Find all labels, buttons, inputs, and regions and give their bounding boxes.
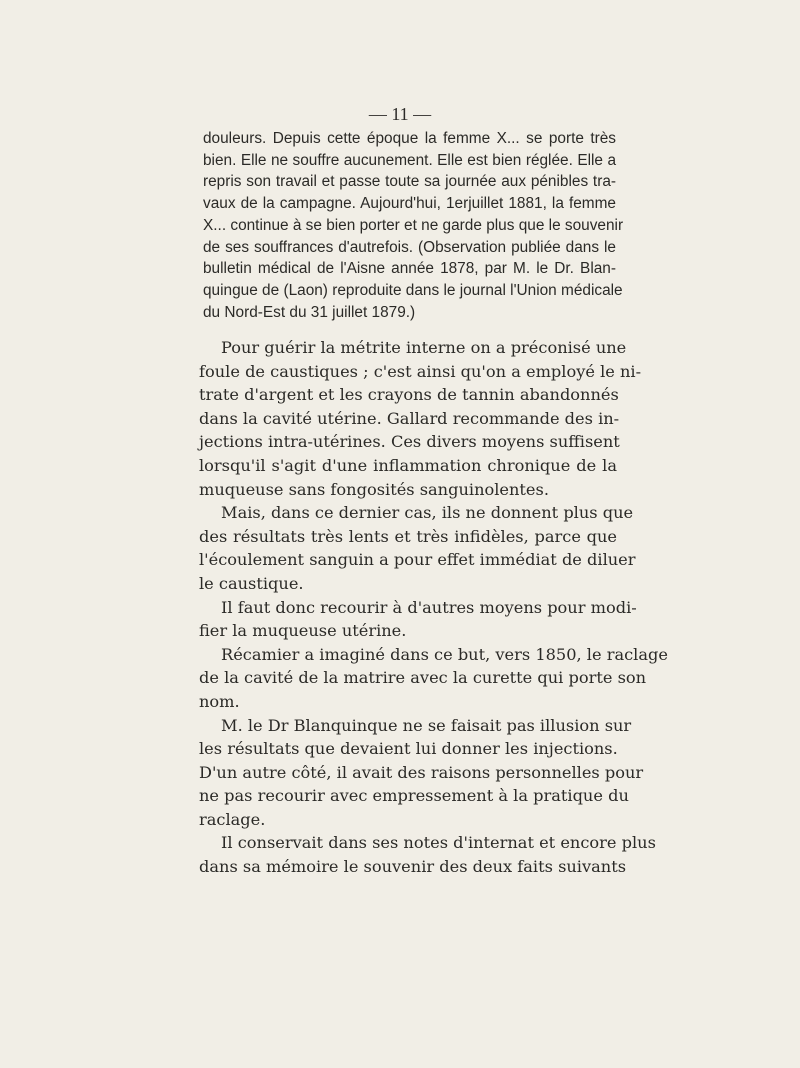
text-line: du Nord-Est du 31 juillet 1879.) (203, 303, 416, 321)
paragraph (199, 714, 644, 832)
text-line: ne pas recourir avec empressement à la pratique du (199, 786, 629, 806)
text-line: quingue de (Laon) reproduite dans le journal l'Union médicale (203, 281, 623, 299)
text-line: dans la cavité utérine. Gallard recommande des in- (199, 408, 620, 428)
text-line: Il faut donc recourir à d'autres moyens pour modi- (221, 597, 637, 617)
text-line: Mais, dans ce dernier cas, ils ne donnent plus que (221, 503, 634, 523)
text-line: M. le Dr Blanquinque ne se faisait pas illusion sur (221, 715, 632, 735)
text-line: des résultats très lents et très infidèles, parce que (199, 526, 617, 546)
text-line: l'écoulement sanguin a pour effet immédiat de diluer (199, 550, 636, 570)
paragraph (199, 336, 642, 501)
text-line: douleurs. Depuis cette époque la femme X... se porte très (203, 130, 616, 147)
text-line: vaux de la campagne. Aujourd'hui, 1erjuillet 1881, la femme (203, 195, 616, 213)
text-line: nom. (199, 691, 240, 711)
text-line: lorsqu'il s'agit d'une inflammation chronique de la (199, 455, 617, 475)
text-line: X... continue à se bien porter et ne garde plus que le souvenir (203, 216, 624, 234)
text-line: de la cavité de la matrire avec la curette qui porte son (199, 668, 647, 688)
text-line: Récamier a imaginé dans ce but, vers 1850, le raclage (221, 644, 668, 664)
text-line: dans sa mémoire le souvenir des deux faits suivants (199, 857, 627, 877)
text-line: D'un autre côté, il avait des raisons personnelles pour (199, 762, 644, 782)
text-line: bulletin médical de l'Aisne année 1878, par M. le Dr. Blan- (203, 260, 616, 278)
text-line: repris son travail et passe toute sa journée aux pénibles tra- (203, 173, 616, 191)
text-line: bien. Elle ne souffre aucunement. Elle est bien réglée. Elle a (203, 151, 616, 169)
text-line: raclage. (199, 809, 266, 829)
text-line: Pour guérir la métrite interne on a préconisé une (221, 338, 627, 357)
text-line: Il conservait dans ses notes d'internat et encore plus (221, 833, 656, 853)
page-number: — 11 — (368, 104, 432, 124)
text-line: muqueuse sans fongosités sanguinolentes. (199, 479, 549, 499)
paragraph (199, 596, 637, 643)
paragraph (203, 128, 624, 323)
text-line: de ses souffrances d'autrefois. (Observation publiée dans le (203, 238, 616, 256)
paragraph (199, 643, 668, 714)
paragraph (199, 501, 636, 595)
text-line: trate d'argent et les crayons de tannin abandonnés (199, 385, 619, 405)
text-line: jections intra-utérines. Ces divers moyens suffisent (199, 432, 620, 452)
observation-paragraph (203, 128, 624, 323)
paragraph (199, 831, 656, 878)
text-line: le caustique. (199, 573, 304, 593)
text-line: les résultats que devaient lui donner les injections. (199, 739, 618, 759)
main-text (199, 336, 668, 879)
text-line: fier la muqueuse utérine. (199, 621, 407, 641)
text-line: foule de caustiques ; c'est ainsi qu'on a employé le ni- (199, 361, 642, 381)
